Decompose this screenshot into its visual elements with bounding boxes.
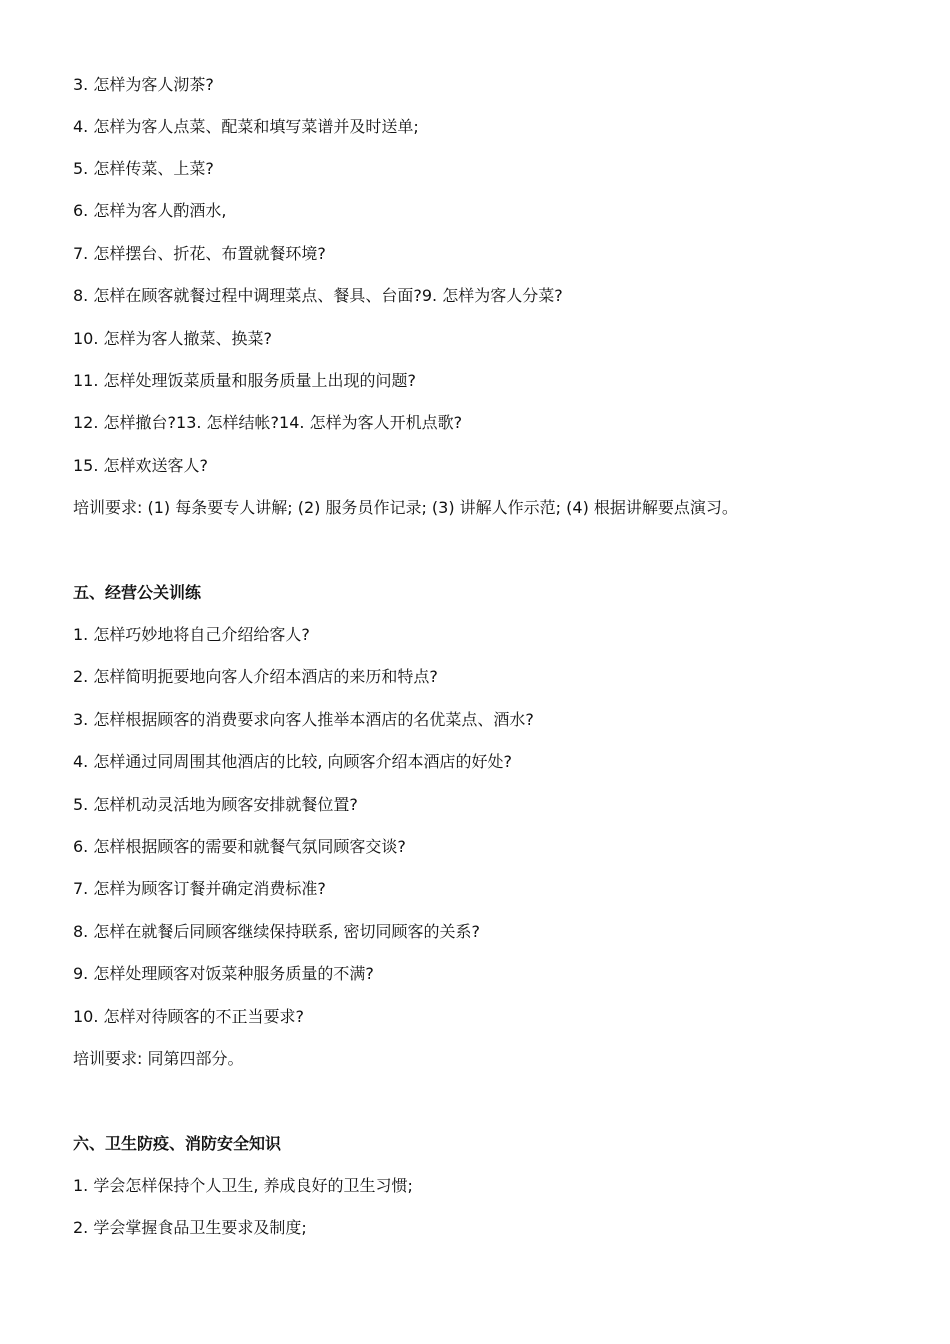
- section-five-item-7: 7. 怎样为顾客订餐并确定消费标准?: [73, 879, 326, 898]
- section-four-item-11: 11. 怎样处理饭菜质量和服务质量上出现的问题?: [73, 371, 417, 390]
- section-six-item-1: 1. 学会怎样保持个人卫生, 养成良好的卫生习惯;: [73, 1176, 413, 1195]
- section-four-item-4: 4. 怎样为客人点菜、配菜和填写菜谱并及时送单;: [73, 117, 419, 136]
- section-four-item-10: 10. 怎样为客人撤菜、换菜?: [73, 329, 273, 348]
- section-five-item-3: 3. 怎样根据顾客的消费要求向客人推举本酒店的名优菜点、酒水?: [73, 710, 534, 729]
- section-six-heading: 六、卫生防疫、消防安全知识: [73, 1134, 282, 1153]
- section-five-item-9: 9. 怎样处理顾客对饭菜种服务质量的不满?: [73, 964, 374, 983]
- section-four-item-5: 5. 怎样传菜、上菜?: [73, 159, 214, 178]
- section-four-item-12-14: 12. 怎样撤台?13. 怎样结帐?14. 怎样为客人开机点歌?: [73, 413, 463, 432]
- section-five-training-requirement: 培训要求: 同第四部分。: [73, 1049, 244, 1068]
- section-five-item-10: 10. 怎样对待顾客的不正当要求?: [73, 1007, 305, 1026]
- section-four-item-15: 15. 怎样欢送客人?: [73, 456, 209, 475]
- section-five-item-5: 5. 怎样机动灵活地为顾客安排就餐位置?: [73, 795, 358, 814]
- section-four-item-8-9: 8. 怎样在顾客就餐过程中调理菜点、餐具、台面?9. 怎样为客人分菜?: [73, 286, 563, 305]
- section-four-training-requirement: 培训要求: (1) 每条要专人讲解; (2) 服务员作记录; (3) 讲解人作示范; (4) 根据讲解要点演习。: [73, 498, 738, 517]
- section-five-item-8: 8. 怎样在就餐后同顾客继续保持联系, 密切同顾客的关系?: [73, 922, 481, 941]
- section-four-item-3: 3. 怎样为客人沏茶?: [73, 75, 214, 94]
- section-five-item-4: 4. 怎样通过同周围其他酒店的比较, 向顾客介绍本酒店的好处?: [73, 752, 513, 771]
- section-six-item-2: 2. 学会掌握食品卫生要求及制度;: [73, 1218, 307, 1237]
- section-five-item-2: 2. 怎样简明扼要地向客人介绍本酒店的来历和特点?: [73, 667, 438, 686]
- section-four-item-7: 7. 怎样摆台、折花、布置就餐环境?: [73, 244, 326, 263]
- section-five-item-1: 1. 怎样巧妙地将自己介绍给客人?: [73, 625, 310, 644]
- section-four-item-6: 6. 怎样为客人酌酒水,: [73, 201, 227, 220]
- section-five-item-6: 6. 怎样根据顾客的需要和就餐气氛同顾客交谈?: [73, 837, 406, 856]
- section-five-heading: 五、经营公关训练: [73, 583, 202, 602]
